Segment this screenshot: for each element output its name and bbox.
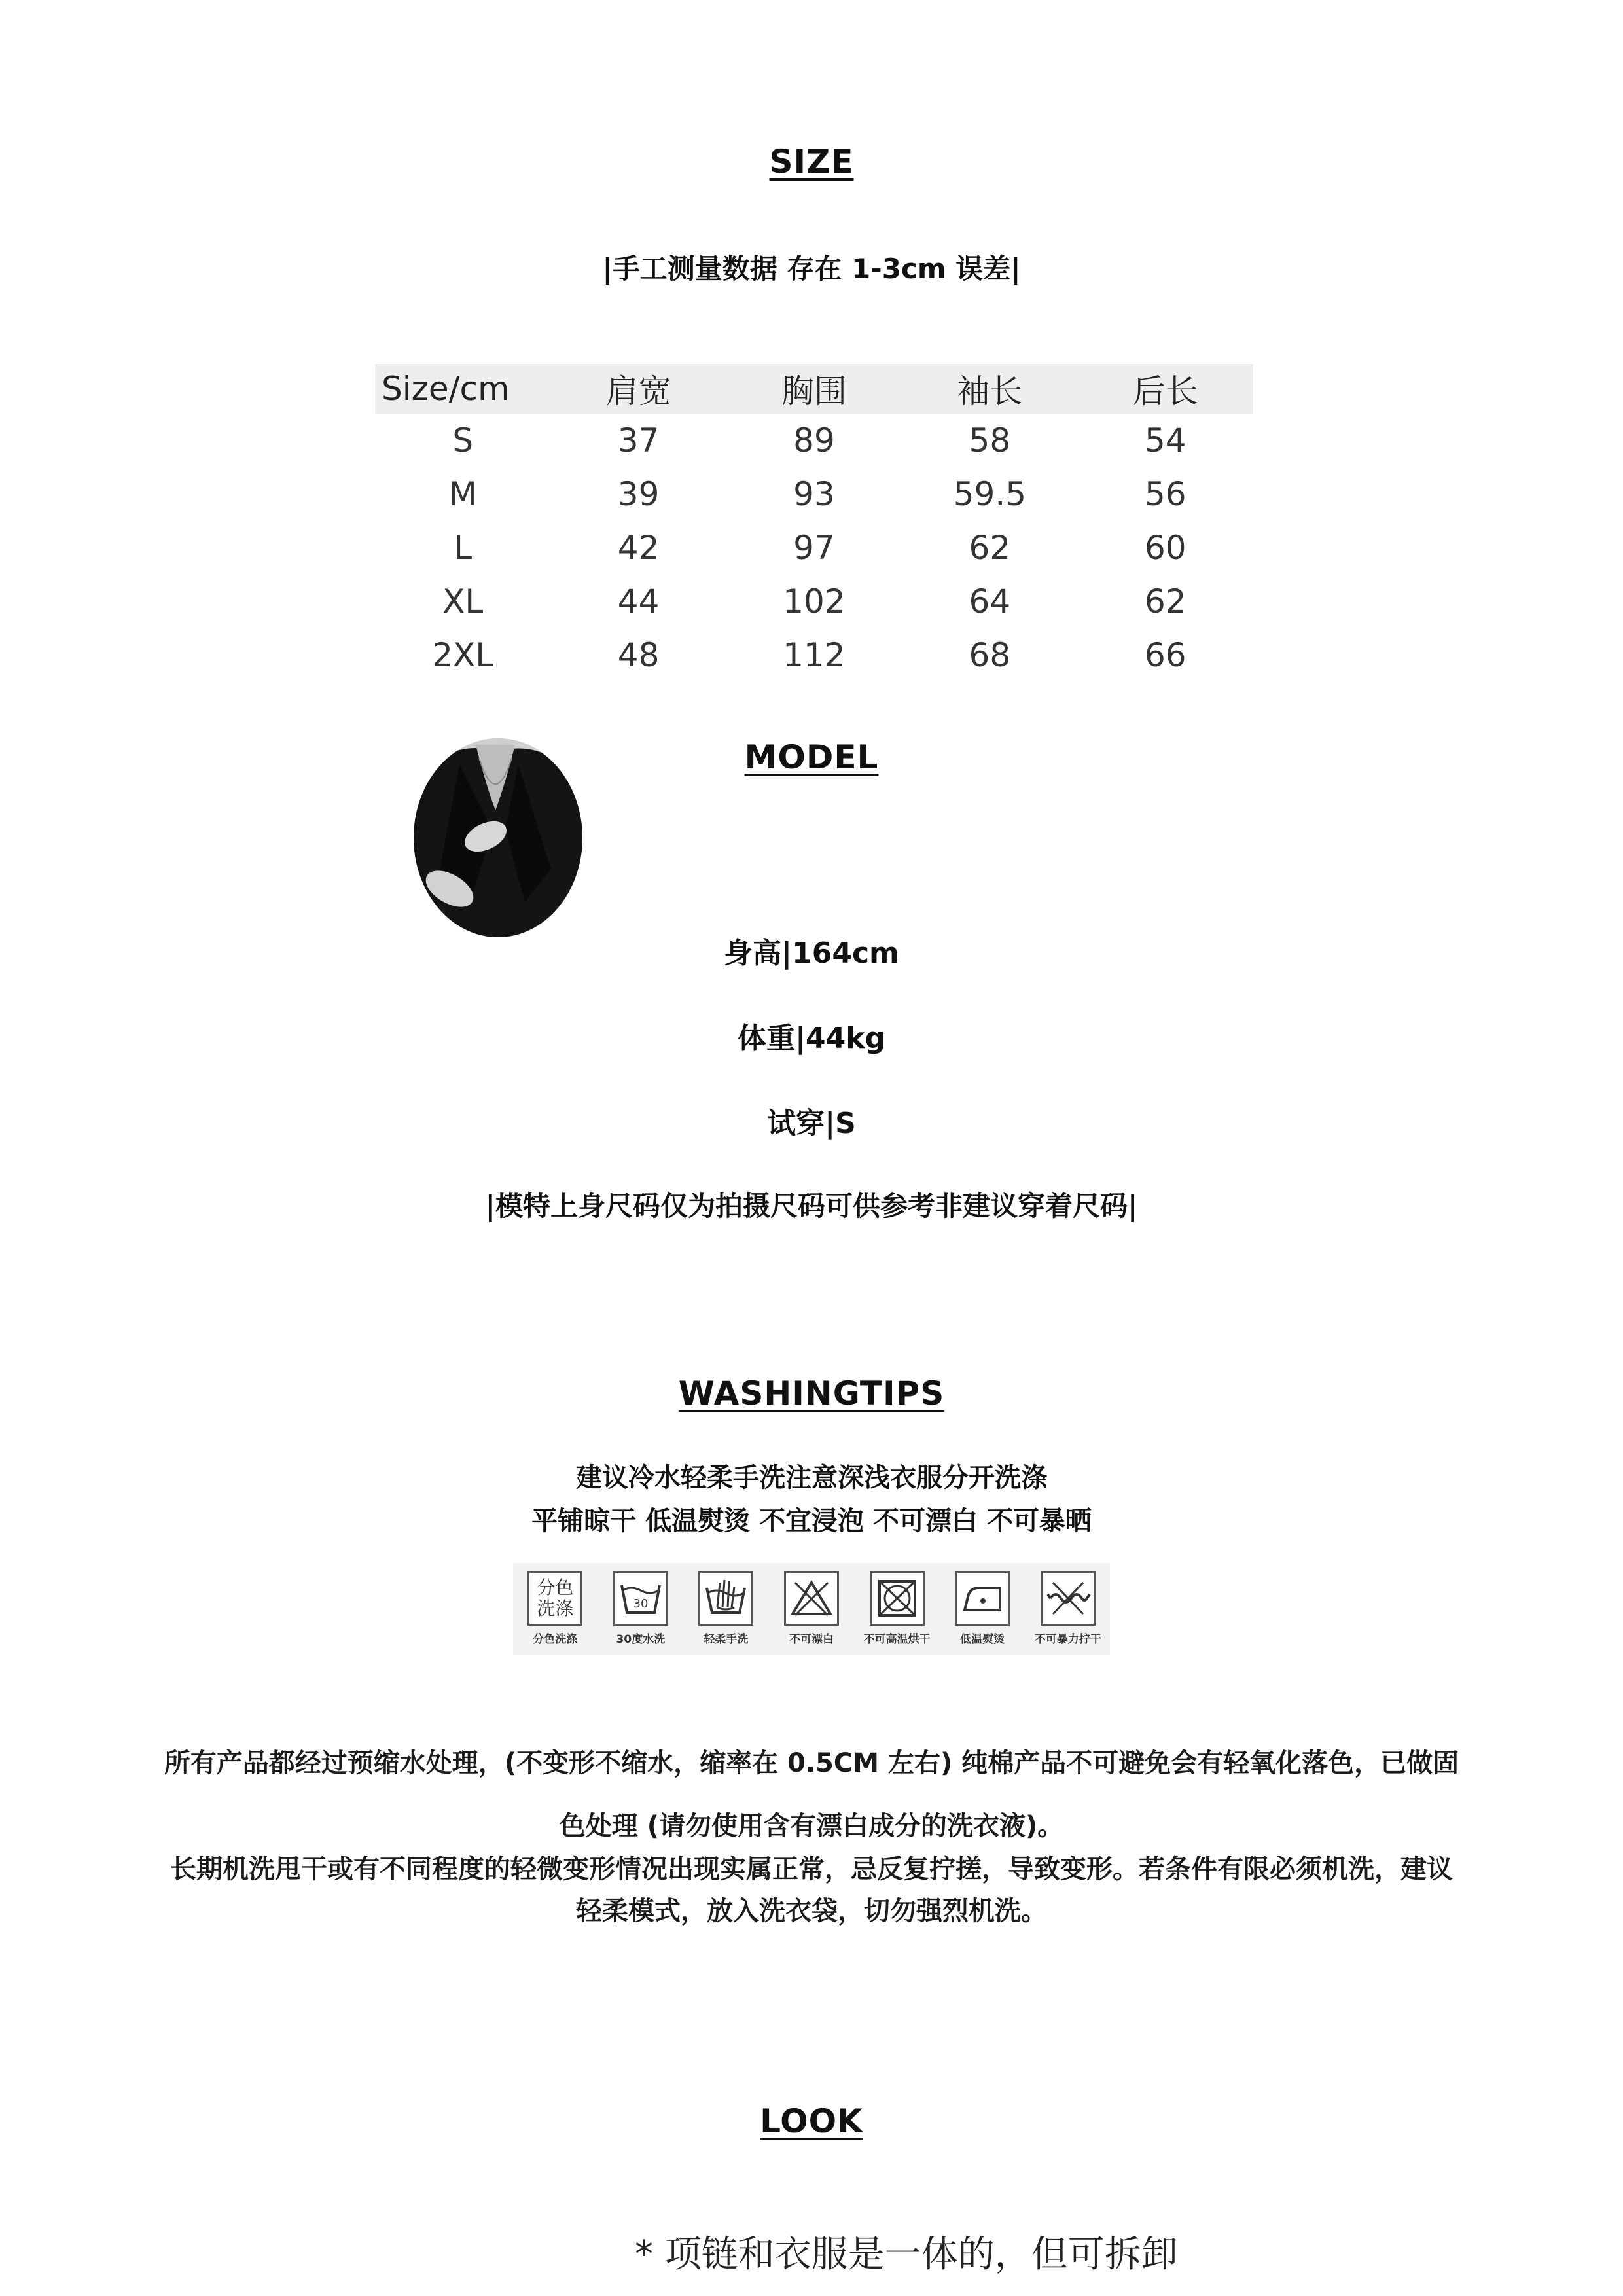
no-tumble-dry-icon <box>870 1571 925 1626</box>
model-photo <box>414 738 582 937</box>
length-cell: 66 <box>1144 636 1186 674</box>
care-item-separate-colors <box>518 1571 592 1647</box>
separate-colors-icon: 分色 洗涤 <box>527 1571 582 1626</box>
size-cell: XL <box>442 583 484 620</box>
care-label: 低温熨烫 <box>960 1633 1005 1646</box>
size-cell: L <box>454 529 473 567</box>
washing-paragraph-line-2: 色处理 (请勿使用含有漂白成分的洗衣液)。 <box>559 1811 1064 1841</box>
svg-text:30: 30 <box>633 1597 649 1611</box>
care-item-no-tumble-dry <box>860 1571 934 1647</box>
care-label: 不可高温烘干 <box>863 1633 931 1646</box>
sleeve-cell: 59.5 <box>953 475 1027 513</box>
care-label: 轻柔手洗 <box>704 1633 749 1646</box>
look-note: * 项链和衣服是一体的，但可拆卸 <box>635 2233 1178 2276</box>
chest-cell: 97 <box>793 529 835 567</box>
length-cell: 62 <box>1144 583 1186 620</box>
care-item-no-wring <box>1031 1571 1105 1647</box>
table-row <box>375 628 1253 682</box>
chest-cell: 102 <box>783 583 846 620</box>
care-item-wash-30 <box>604 1571 678 1647</box>
table-row <box>375 467 1253 521</box>
care-item-hand-wash <box>689 1571 763 1647</box>
header-length: 后长 <box>1132 372 1198 410</box>
wash-30-icon <box>613 1571 668 1626</box>
table-row <box>375 575 1253 628</box>
header-size: Size/cm <box>382 370 510 408</box>
shoulder-cell: 48 <box>617 636 660 674</box>
shoulder-cell: 44 <box>617 583 660 620</box>
chest-cell: 89 <box>793 422 835 459</box>
model-weight: 体重|44kg <box>737 1022 886 1055</box>
model-tried-size: 试穿|S <box>767 1107 856 1140</box>
washing-title: WASHINGTIPS <box>678 1374 945 1412</box>
washing-paragraph-line-1: 所有产品都经过预缩水处理，(不变形不缩水，缩率在 0.5CM 左右) 纯棉产品不可避免会有轻氧化落色，已做固 <box>164 1748 1459 1778</box>
size-measure-note: |手工测量数据 存在 1-3cm 误差| <box>602 253 1021 285</box>
no-bleach-icon <box>784 1571 839 1626</box>
size-cell: S <box>452 422 474 459</box>
look-title: LOOK <box>760 2102 863 2140</box>
model-title: MODEL <box>744 738 879 776</box>
shoulder-cell: 37 <box>617 422 660 459</box>
header-shoulder: 肩宽 <box>605 372 671 410</box>
washing-line-1: 建议冷水轻柔手洗注意深浅衣服分开洗涤 <box>576 1463 1047 1493</box>
size-title: SIZE <box>769 143 854 181</box>
care-label: 分色洗涤 <box>533 1633 578 1646</box>
sleeve-cell: 62 <box>969 529 1011 567</box>
length-cell: 54 <box>1144 422 1186 459</box>
care-label: 30度水洗 <box>616 1633 666 1646</box>
size-table-header-row <box>375 364 1253 414</box>
chest-cell: 112 <box>783 636 846 674</box>
size-cell: M <box>448 475 477 513</box>
sleeve-cell: 64 <box>969 583 1011 620</box>
washing-line-2: 平铺晾干 低温熨烫 不宜浸泡 不可漂白 不可暴晒 <box>531 1506 1092 1536</box>
chest-cell: 93 <box>793 475 835 513</box>
table-row <box>375 521 1253 575</box>
no-wring-icon <box>1041 1571 1096 1626</box>
care-icons-row <box>513 1563 1110 1655</box>
low-iron-icon <box>955 1571 1010 1626</box>
washing-paragraph-line-4: 轻柔模式，放入洗衣袋，切勿强烈机洗。 <box>576 1896 1047 1926</box>
header-chest: 胸围 <box>781 372 847 410</box>
care-item-no-bleach <box>775 1571 849 1647</box>
shoulder-cell: 42 <box>617 529 660 567</box>
care-label: 不可漂白 <box>789 1633 834 1646</box>
length-cell: 60 <box>1144 529 1186 567</box>
model-disclaimer: |模特上身尺码仅为拍摄尺码可供参考非建议穿着尺码| <box>485 1190 1138 1222</box>
care-item-low-iron <box>946 1571 1020 1647</box>
shoulder-cell: 39 <box>617 475 660 513</box>
model-height: 身高|164cm <box>724 937 899 970</box>
hand-wash-icon <box>698 1571 753 1626</box>
sleeve-cell: 58 <box>969 422 1011 459</box>
length-cell: 56 <box>1144 475 1186 513</box>
size-cell: 2XL <box>432 636 494 674</box>
sleeve-cell: 68 <box>969 636 1011 674</box>
size-table <box>375 364 1253 682</box>
table-row <box>375 414 1253 467</box>
header-sleeve: 袖长 <box>957 372 1023 410</box>
care-label: 不可暴力拧干 <box>1034 1633 1101 1646</box>
washing-paragraph-line-3: 长期机洗甩干或有不同程度的轻微变形情况出现实属正常，忌反复拧搓，导致变形。若条件有限必须机洗，建议 <box>170 1854 1453 1884</box>
